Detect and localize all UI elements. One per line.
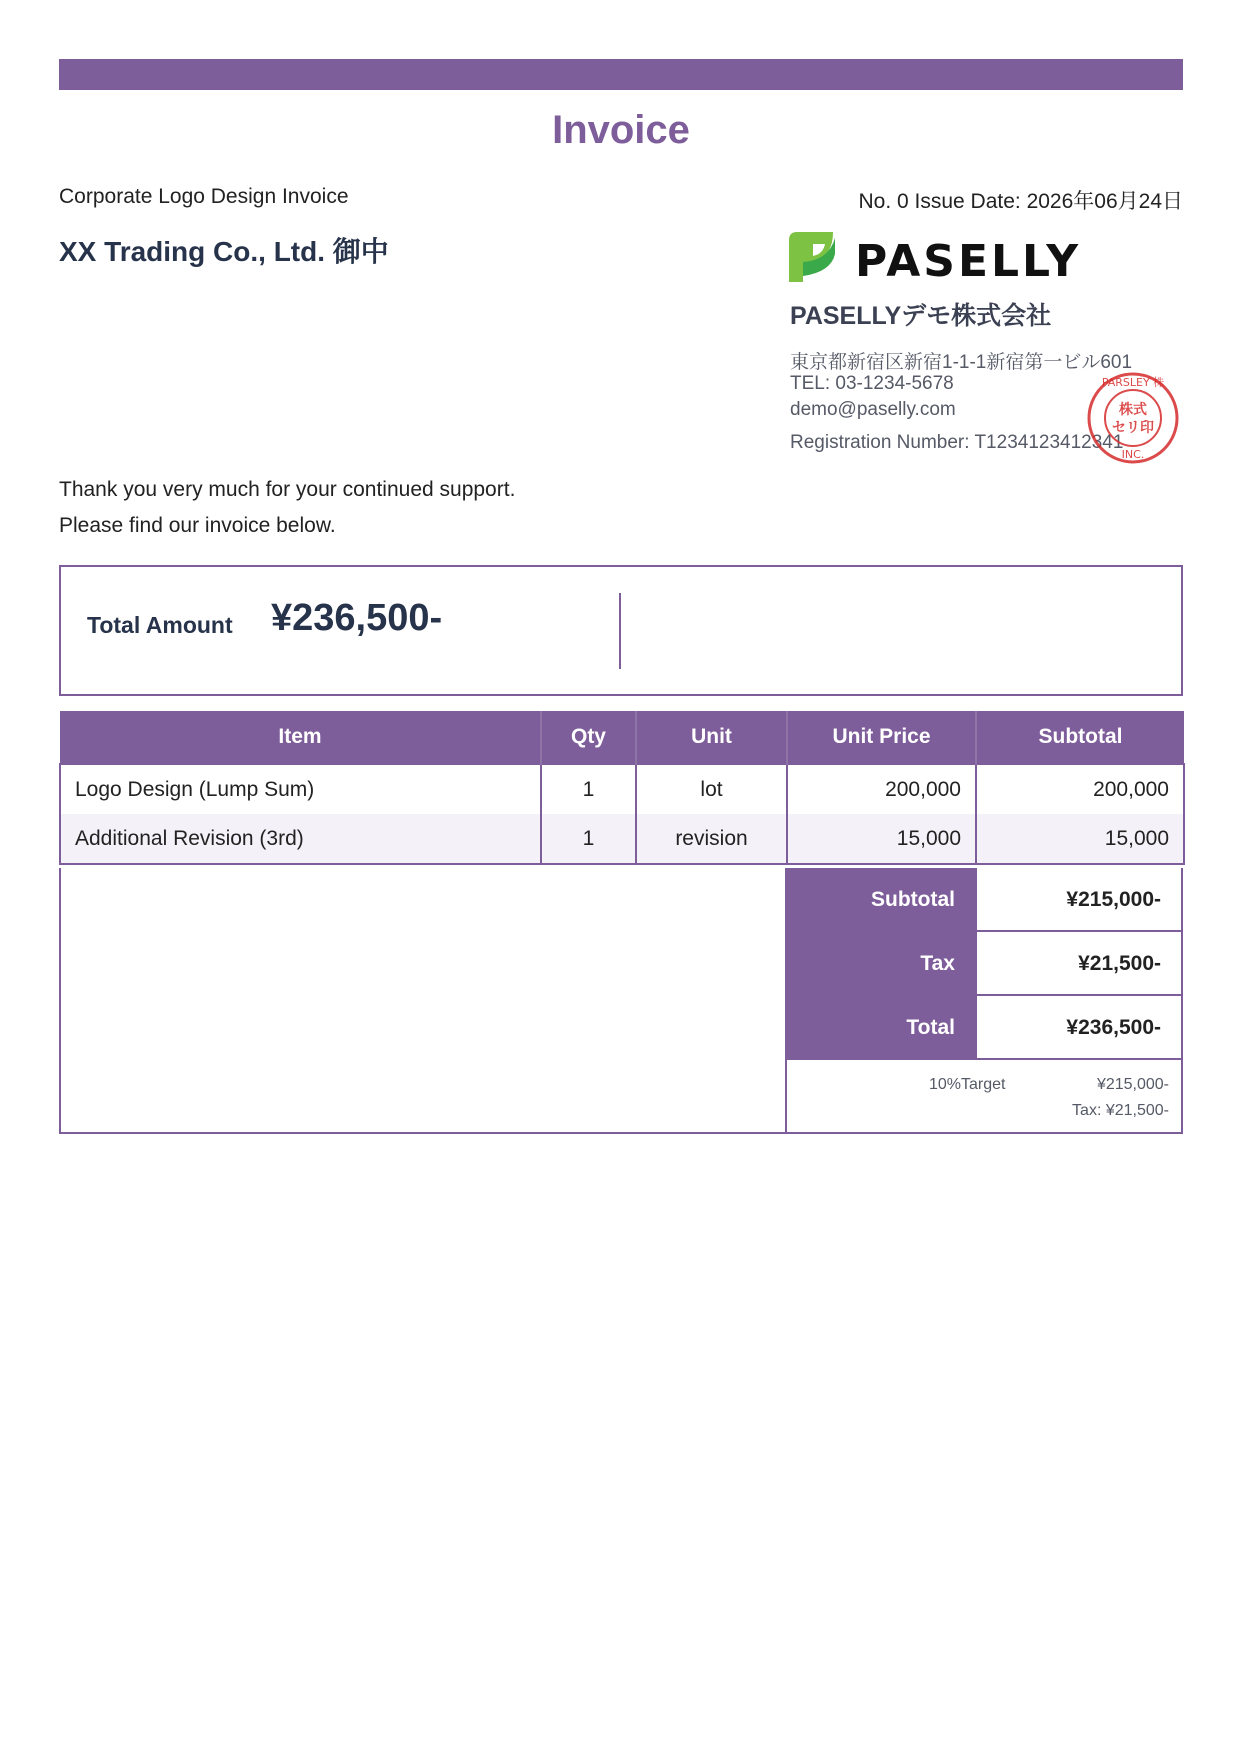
header-unit: Unit	[636, 711, 787, 764]
svg-text:セリ印: セリ印	[1112, 420, 1154, 436]
cell-qty: 1	[541, 814, 636, 864]
greeting-line-2: Please find our invoice below.	[59, 514, 336, 537]
table-header-row	[60, 711, 1184, 764]
header-item: Item	[60, 711, 541, 764]
sender-company: PASELLYデモ株式会社	[790, 302, 1052, 330]
client-name: XX Trading Co., Ltd. 御中	[59, 236, 389, 267]
total-amount-value: ¥236,500-	[271, 597, 443, 639]
cell-subtotal: 15,000	[976, 814, 1184, 864]
tax-target-tax: Tax: ¥21,500-	[1072, 1102, 1169, 1119]
tax-target-label: 10%Target	[929, 1076, 1006, 1093]
cell-qty: 1	[541, 764, 636, 814]
document-title: Invoice	[552, 108, 690, 152]
svg-text:INC.: INC.	[1121, 448, 1145, 461]
subtotal-label: Subtotal	[787, 868, 977, 932]
sender-address: 東京都新宿区新宿1-1-1新宿第一ビル601	[790, 352, 1133, 373]
cell-unit: lot	[636, 764, 787, 814]
sender-email: demo@paselly.com	[790, 399, 956, 420]
total-amount-label: Total Amount	[87, 612, 233, 638]
line-items-table	[59, 711, 1185, 865]
header-qty: Qty	[541, 711, 636, 764]
leaf-icon	[789, 232, 835, 282]
total-box-divider	[619, 593, 621, 669]
invoice-subject: Corporate Logo Design Invoice	[59, 185, 349, 208]
paselly-logo	[789, 232, 1083, 284]
svg-text:PARSLEY 株: PARSLEY 株	[1101, 376, 1165, 389]
header-subtotal: Subtotal	[976, 711, 1184, 764]
grand-total-value: ¥236,500-	[977, 996, 1181, 1060]
cell-subtotal: 200,000	[976, 764, 1184, 814]
sender-tel: TEL: 03-1234-5678	[790, 373, 954, 394]
cell-unit-price: 15,000	[787, 814, 976, 864]
table-row	[60, 764, 1184, 814]
tax-target-value: ¥215,000-	[1096, 1076, 1169, 1093]
cell-unit: revision	[636, 814, 787, 864]
summary-section	[59, 868, 1183, 1134]
svg-text:株式: 株式	[1119, 402, 1147, 418]
tax-label: Tax	[787, 932, 977, 996]
tax-value: ¥21,500-	[977, 932, 1181, 996]
cell-item: Additional Revision (3rd)	[60, 814, 541, 864]
sender-registration: Registration Number: T1234123412341	[790, 432, 1124, 453]
grand-total-label: Total	[787, 996, 977, 1060]
cell-item: Logo Design (Lump Sum)	[60, 764, 541, 814]
cell-unit-price: 200,000	[787, 764, 976, 814]
company-seal-stamp	[1085, 370, 1181, 466]
top-accent-bar	[59, 59, 1183, 90]
table-row	[60, 814, 1184, 864]
issue-number-date: No. 0 Issue Date: 2026年06月24日	[858, 190, 1183, 213]
header-unit-price: Unit Price	[787, 711, 976, 764]
greeting-line-1: Thank you very much for your continued support.	[59, 478, 516, 501]
logo-wordmark: PASELLY	[855, 236, 1082, 284]
total-amount-box	[59, 565, 1183, 696]
subtotal-value: ¥215,000-	[977, 868, 1181, 932]
